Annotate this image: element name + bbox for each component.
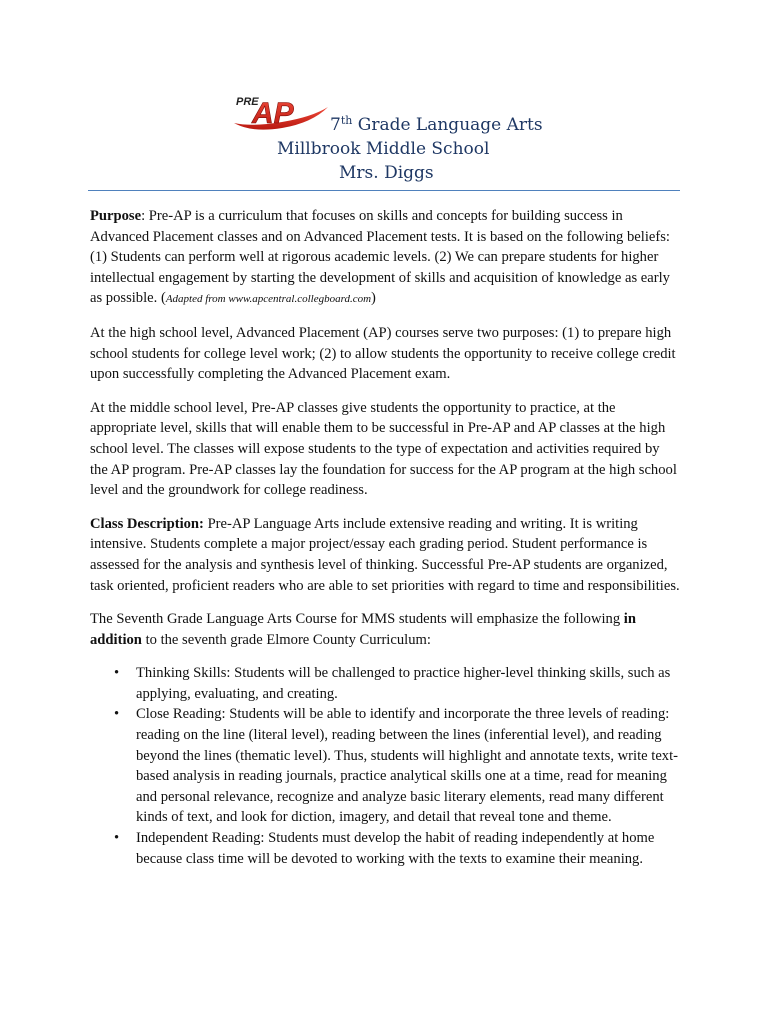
middle-school-paragraph: At the middle school level, Pre-AP classes give students the opportunity to practice, at the appropriate level, skills that will enable them to be successful in Pre-AP and AP classes at the high school level. The classes will expose students to the type of expectation and activities required by the AP program. Pre-AP classes lay the foundation for success for the AP program at the high school level and the groundwork for college readiness. (90, 399, 677, 499)
pre-ap-logo (232, 93, 332, 133)
list-item: • Independent Reading: Students must develop the habit of reading independently at home because class time will be devoted to working with the texts to examine their meaning. (90, 828, 680, 869)
emphasis-after: to the seventh grade Elmore County Curriculum: (141, 631, 431, 648)
high-school-paragraph: At the high school level, Advanced Placement (AP) courses serve two purposes: (1) to prepare high school students for college level work; (2) to allow students the opportunity to receive college credit upon successfully completing the Advanced Placement exam. (90, 324, 676, 383)
course-title (330, 114, 543, 136)
teacher-name: Mrs. Diggs (339, 163, 434, 183)
list-item: • Thinking Skills: Students will be challenged to practice higher-level thinking skills, such as applying, evaluating, and creating. (90, 663, 680, 704)
class-description-text: Pre-AP Language Arts include extensive reading and writing. It is writing intensive. Students complete a major project/essay each grading period. Student performance is assessed for the analysis and synthesis level of thinking. Successful Pre-AP students are organized, task oriented, proficient readers who are able to set priorities with regard to time and responsibilities. (90, 515, 680, 594)
class-description-label: Class Description: (90, 515, 204, 532)
document-body (90, 206, 680, 869)
grade-number: 7 (330, 115, 341, 135)
emphasis-list (90, 663, 680, 869)
school-name: Millbrook Middle School (277, 139, 490, 159)
purpose-close: ) (371, 290, 376, 307)
grade-suffix: th (340, 114, 353, 127)
purpose-text: : Pre-AP is a curriculum that focuses on skills and concepts for building success in Advanced Placement classes and on Advanced Placement tests. It is based on the following beliefs: (1) Students can perform well at rigorous academic levels. (2) We can prepare students for higher intellectual engagement by starting the development of skills and acquisition of knowledge as early as possible. ( (90, 208, 670, 307)
header-divider (88, 190, 680, 191)
emphasis-bold: in addition (90, 611, 636, 648)
course-title-text: Grade Language Arts (352, 115, 543, 135)
emphasis-paragraph (90, 609, 680, 650)
purpose-citation: Adapted from www.apcentral.collegboard.com (165, 293, 372, 306)
svg-text:AP: AP (252, 97, 294, 130)
purpose-label: Purpose (90, 208, 142, 224)
purpose-paragraph (90, 206, 680, 310)
emphasis-before: The Seventh Grade Language Arts Course for MMS students will emphasize the following (90, 611, 624, 628)
class-description-paragraph (90, 514, 680, 596)
svg-text:PRE: PRE (236, 96, 259, 108)
list-item: • Close Reading: Students will be able to identify and incorporate the three levels of reading: reading on the line (literal level), reading between the lines (inferential level), and reading beyond the lines (thematic level). Thus, students will highlight and annotate texts, write text-based analysis in reading journals, practice analytical skills one at a time, read for meaning and personal relevance, recognize and analyze basic literary elements, read many different kinds of text, and look for diction, imagery, and detail that reveal tone and theme. (90, 704, 680, 828)
